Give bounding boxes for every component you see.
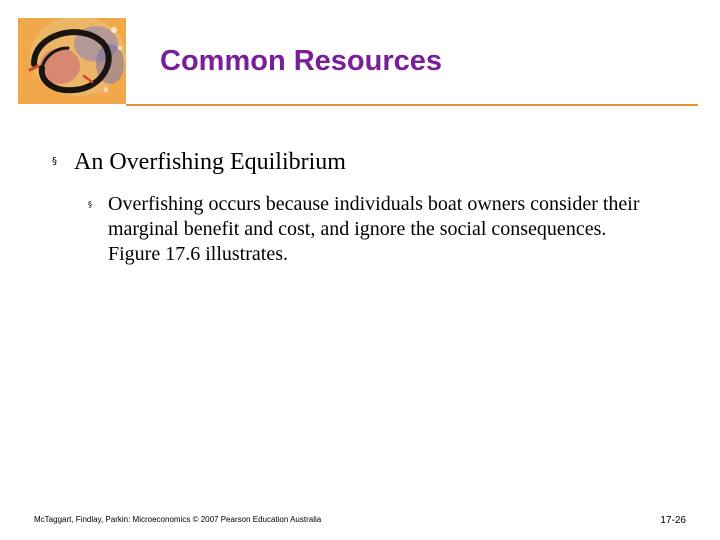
bullet-text: An Overfishing Equilibrium — [74, 149, 346, 175]
page-number: 17-26 — [660, 515, 686, 526]
sub-bullet-item — [88, 192, 648, 267]
slide-title: Common Resources — [160, 45, 443, 77]
bullet-item — [52, 147, 346, 177]
sub-bullet-marker-icon: § — [88, 200, 92, 209]
title-divider — [126, 104, 698, 106]
sub-bullet-text: Overfishing occurs because individuals boat owners consider their marginal benefit and cost, and ignore the social consequences. Figure 17.6 illustrates. — [108, 193, 640, 265]
swirl-logo-icon — [18, 18, 126, 104]
bullet-marker-icon: § — [52, 156, 57, 167]
footer-credit: McTaggart, Findlay, Parkin: Microeconomics © 2007 Pearson Education Australia — [34, 515, 322, 524]
